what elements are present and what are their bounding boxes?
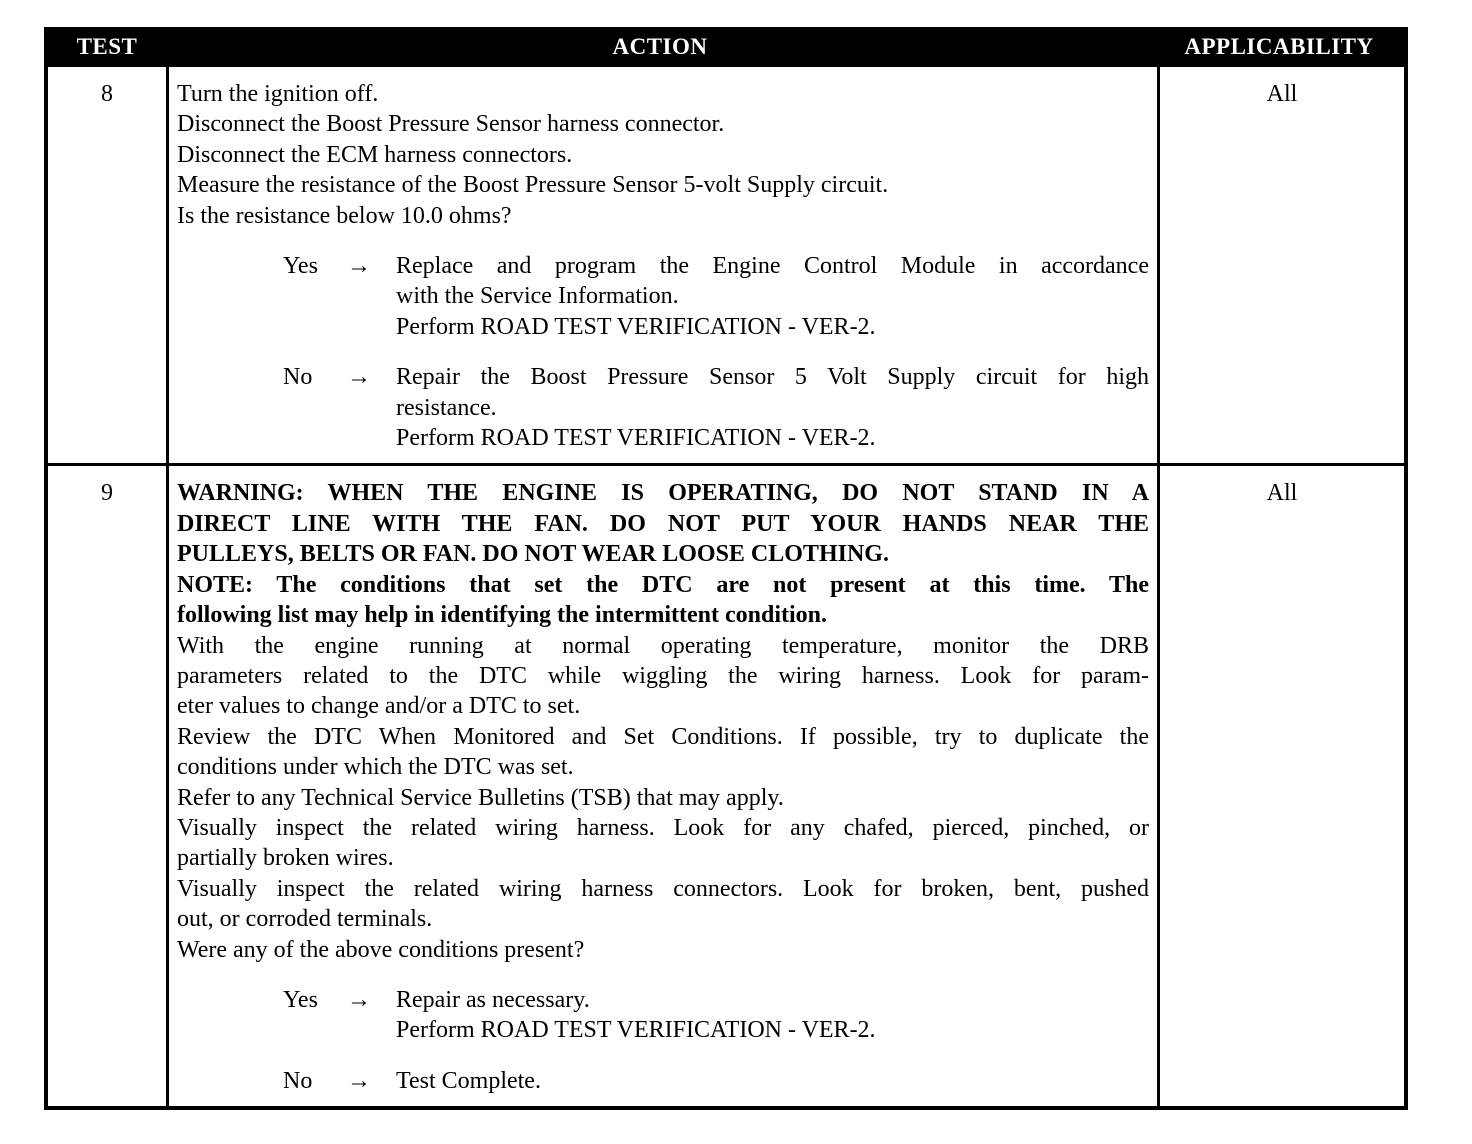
action-line: WARNING: WHEN THE ENGINE IS OPERATING, DO NOT STAND IN A [177,480,1149,507]
action-cell [169,67,1160,463]
action-line: Is the resistance below 10.0 ohms? [177,202,512,229]
response-line: Repair the Boost Pressure Sensor 5 Volt Supply circuit for high [396,364,1149,391]
response-label: No [283,364,313,391]
action-line: conditions under which the DTC was set. [177,754,574,781]
response-yes [177,985,1149,1046]
action-line: DIRECT LINE WITH THE FAN. DO NOT PUT YOUR HANDS NEAR THE [177,510,1149,537]
response-no [177,1066,1149,1096]
arrow-icon: → [347,986,371,1013]
arrow-icon: → [347,253,371,280]
arrow-icon: → [347,1067,371,1094]
action-line: Refer to any Technical Service Bulletins (TSB) that may apply. [177,784,784,811]
arrow-icon: → [347,364,371,391]
response-line: Perform ROAD TEST VERIFICATION - VER-2. [396,1017,876,1044]
diagnostic-test-table [44,27,1408,1110]
header-test: TEST [76,34,138,59]
action-line: following list may help in identifying the intermittent condition. [177,602,828,629]
action-line: Visually inspect the related wiring harness. Look for any chafed, pierced, pinched, or [177,814,1149,841]
response-text [396,251,1149,342]
action-line: out, or corroded terminals. [177,906,433,933]
applicability: All [1266,480,1298,507]
action-line: Turn the ignition off. [177,81,379,107]
response-line: resistance. [396,394,497,421]
action-cell [169,466,1160,1106]
response-text [396,362,1149,453]
response-line: Perform ROAD TEST VERIFICATION - VER-2. [396,425,876,452]
table-row [48,463,1404,1106]
response-yes [177,251,1149,342]
response-text [396,1066,1149,1096]
action-line: Visually inspect the related wiring harness connectors. Look for broken, bent, pushed [177,875,1149,902]
action-line: eter values to change and/or a DTC to set. [177,693,581,720]
table-row [48,67,1404,463]
response-line: Perform ROAD TEST VERIFICATION - VER-2. [396,313,876,340]
header-action: ACTION [612,34,708,59]
response-line: Test Complete. [396,1067,541,1094]
response-line: with the Service Information. [396,283,679,310]
response-no [177,362,1149,453]
action-line: partially broken wires. [177,845,394,872]
action-line: Review the DTC When Monitored and Set Conditions. If possible, try to duplicate the [177,723,1149,750]
action-line: Disconnect the ECM harness connectors. [177,141,573,168]
action-line: Were any of the above conditions present? [177,936,585,963]
test-number: 9 [48,466,169,1106]
response-label: No [283,1067,313,1094]
action-line: Measure the resistance of the Boost Pressure Sensor 5-volt Supply circuit. [177,172,889,199]
response-label: Yes [283,253,318,280]
action-line: PULLEYS, BELTS OR FAN. DO NOT WEAR LOOSE CLOTHING. [177,541,889,568]
action-line: NOTE: The conditions that set the DTC are not present at this time. The [177,571,1149,598]
test-number: 8 [48,67,169,463]
action-line: parameters related to the DTC while wiggling the wiring harness. Look for param- [177,662,1149,689]
response-label: Yes [283,986,318,1013]
response-text [396,985,1149,1046]
action-line: Disconnect the Boost Pressure Sensor harness connector. [177,111,725,138]
response-line: Replace and program the Engine Control Module in accordance [396,253,1149,280]
response-line: Repair as necessary. [396,986,590,1013]
header-applicability: APPLICABILITY [1184,34,1374,59]
action-line: With the engine running at normal operating temperature, monitor the DRB [177,632,1149,659]
applicability: All [1266,81,1298,107]
table-header [48,27,1404,67]
